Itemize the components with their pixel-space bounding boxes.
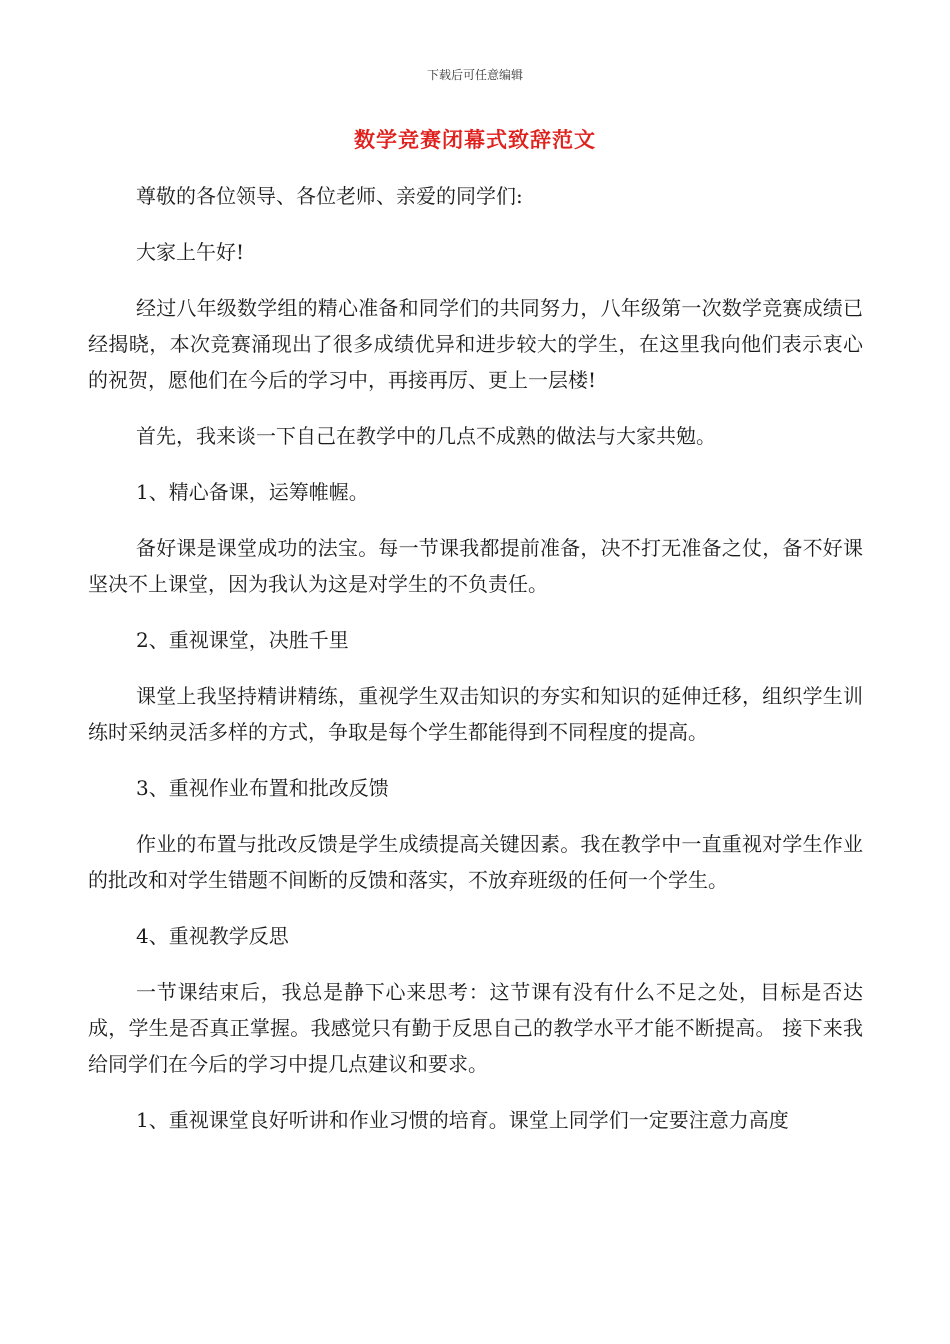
paragraph-body-2: 课堂上我坚持精讲精练，重视学生双击知识的夯实和知识的延伸迁移，组织学生训练时采纳灵活多样的方式，争取是每个学生都能得到不同程度的提高。 (88, 684, 863, 744)
paragraph-salutation: 尊敬的各位领导、各位老师、亲爱的同学们: (136, 184, 523, 208)
paragraph-suggestion-1: 1、重视课堂良好听讲和作业习惯的培育。课堂上同学们一定要注意力高度 (136, 1108, 789, 1132)
paragraph-heading-4: 4、重视教学反思 (136, 924, 289, 948)
paragraph-greeting: 大家上午好! (136, 240, 245, 264)
paragraph-heading-2: 2、重视课堂，决胜千里 (136, 628, 349, 652)
paragraph-heading-1: 1、精心备课，运筹帷幄。 (136, 480, 369, 504)
document-body (88, 178, 863, 1158)
header-note: 下载后可任意编辑 (426, 68, 523, 82)
paragraph-body-1: 备好课是课堂成功的法宝。每一节课我都提前准备，决不打无准备之仗，备不好课坚决不上课堂，因为我认为这是对学生的不负责任。 (88, 536, 863, 596)
paragraph-body-4: 一节课结束后，我总是静下心来思考：这节课有没有什么不足之处，目标是否达成，学生是否真正掌握。我感觉只有勤于反思自己的教学水平才能不断提高。 接下来我给同学们在今后的学习中提几点建议和要求。 (88, 980, 863, 1076)
paragraph-heading-3: 3、重视作业布置和批改反馈 (136, 776, 389, 800)
paragraph-body-3: 作业的布置与批改反馈是学生成绩提高关键因素。我在教学中一直重视对学生作业的批改和对学生错题不间断的反馈和落实，不放弃班级的任何一个学生。 (88, 832, 863, 892)
paragraph-intro: 经过八年级数学组的精心准备和同学们的共同努力，八年级第一次数学竞赛成绩已经揭晓，本次竞赛涌现出了很多成绩优异和进步较大的学生，在这里我向他们表示衷心的祝贺，愿他们在今后的学习中，再接再厉、更上一层楼! (88, 296, 863, 392)
document-title: 数学竞赛闭幕式致辞范文 (354, 127, 596, 152)
paragraph-first: 首先，我来谈一下自己在教学中的几点不成熟的做法与大家共勉。 (136, 424, 716, 448)
